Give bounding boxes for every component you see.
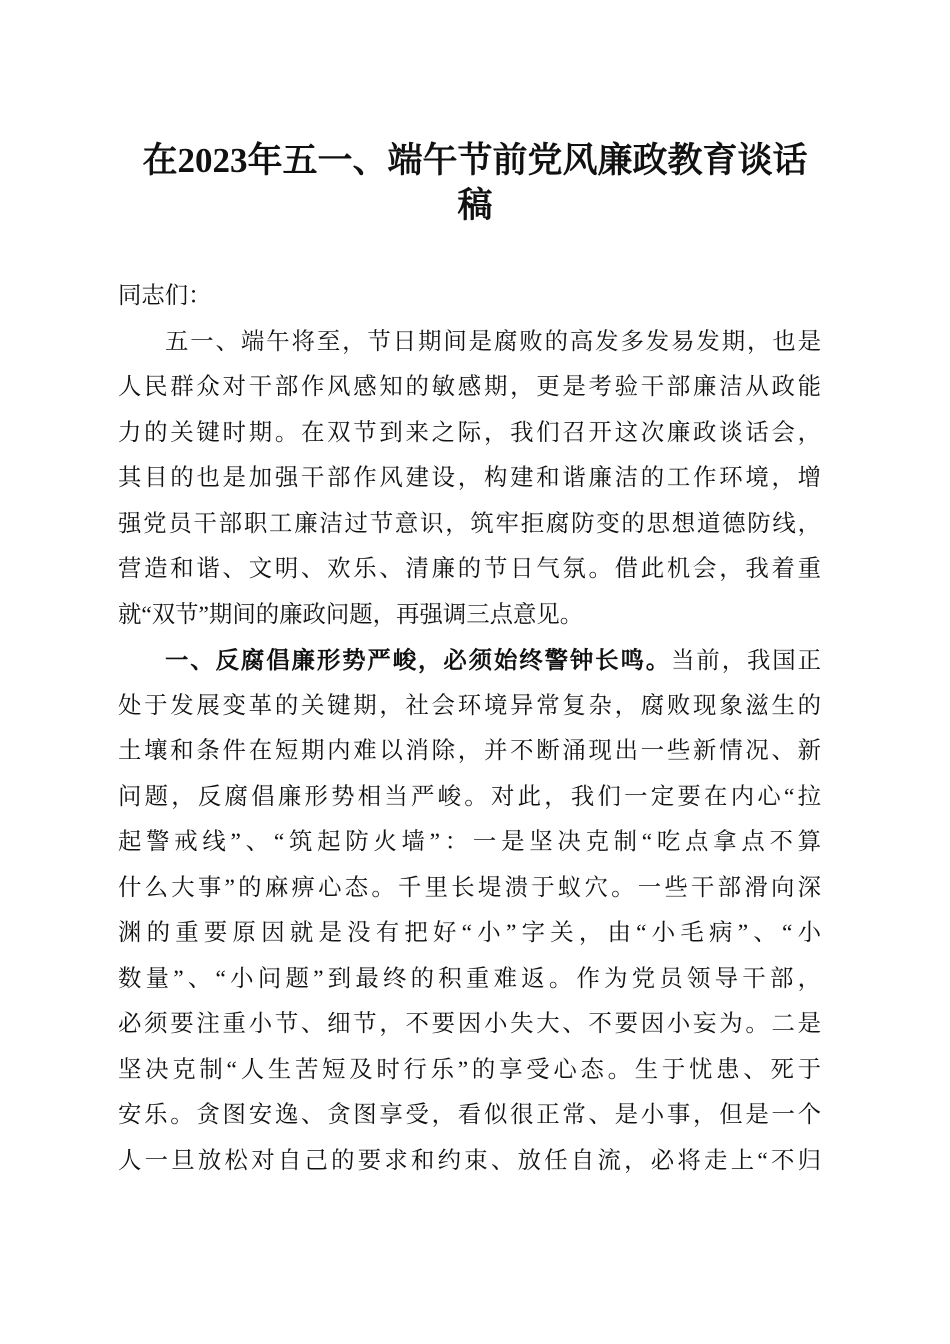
text-line: 营造和谐、文明、欢乐、清廉的节日气氛。借此机会，我着重	[118, 556, 821, 582]
text-line: 就“双节”期间的廉政问题，再强调三点意见。	[118, 601, 584, 628]
text-line: 必须要注重小节、细节，不要因小失大、不要因小妄为。二是	[118, 1011, 821, 1037]
document-body	[118, 274, 821, 1184]
text-line: 强党员干部职工廉洁过节意识，筑牢拒腐防变的思想道德防线，	[118, 510, 821, 537]
title-line: 在2023年五一、端午节前党风廉政教育谈话	[142, 141, 808, 180]
text-line: 五一、端午将至，节日期间是腐败的高发多发易发期，也是	[165, 328, 821, 355]
text-line: 土壤和条件在短期内难以消除，并不断涌现出一些新情况、新	[118, 738, 821, 764]
text-line: 其目的也是加强干部作风建设，构建和谐廉洁的工作环境，增	[118, 465, 821, 491]
text-line: 数量”、“小问题”到最终的积重难返。作为党员领导干部，	[118, 965, 821, 992]
text-line: 坚决克制“人生苦短及时行乐”的享受心态。生于忧患、死于	[118, 1056, 821, 1083]
text-line: 渊的重要原因就是没有把好“小”字关，由“小毛病”、“小	[118, 920, 821, 946]
text-line: 力的关键时期。在双节到来之际，我们召开这次廉政谈话会，	[118, 419, 821, 446]
text-line: 问题，反腐倡廉形势相当严峻。对此，我们一定要在内心“拉	[118, 783, 821, 810]
paragraph-1	[118, 320, 821, 639]
text-line: 什么大事”的麻痹心态。千里长堤溃于蚁穴。一些干部滑向深	[118, 874, 821, 901]
text-span: 当前，我国正	[671, 648, 822, 674]
text-line	[118, 638, 821, 684]
text-line: 人民群众对干部作风感知的敏感期，更是考验干部廉洁从政能	[118, 374, 821, 400]
salutation: 同志们：	[118, 283, 212, 309]
title-line: 稿	[457, 186, 493, 225]
document-title	[0, 138, 950, 228]
text-line: 起警戒线”、“筑起防火墙”：一是坚决克制“吃点拿点不算	[118, 829, 821, 855]
text-line: 安乐。贪图安逸、贪图享受，看似很正常、是小事，但是一个	[118, 1102, 821, 1128]
section-1	[118, 638, 821, 1184]
text-line: 处于发展变革的关键期，社会环境异常复杂，腐败现象滋生的	[118, 692, 821, 719]
section-heading: 一、反腐倡廉形势严峻，必须始终警钟长鸣。	[165, 647, 672, 673]
text-line: 人一旦放松对自己的要求和约束、放任自流，必将走上“不归	[118, 1147, 821, 1174]
